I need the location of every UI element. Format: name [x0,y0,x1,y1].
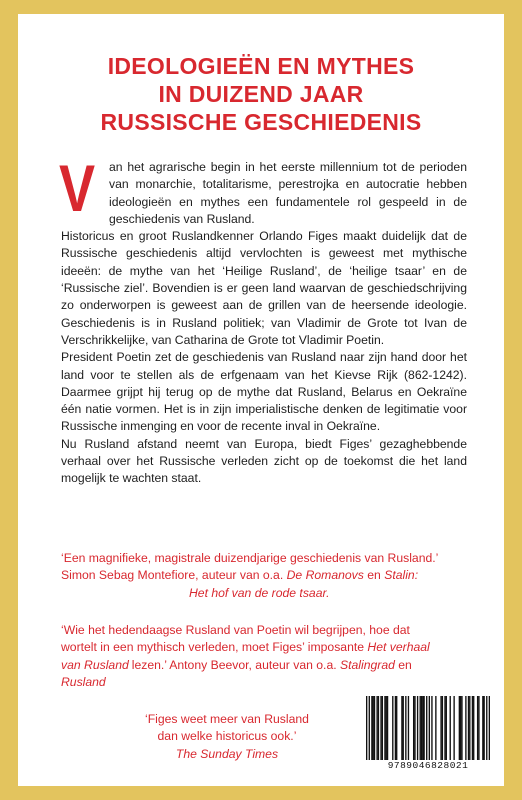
barcode-bar [392,696,393,760]
barcode-bar [478,696,479,760]
quote-fragment: wortelt in een mythisch verleden, moet Figes’ imposante [61,640,365,655]
barcode-bar [413,696,414,760]
work-title: van Rusland [61,657,129,672]
barcode-bar [405,696,406,760]
barcode-bar [414,696,415,760]
barcode-bar [460,696,461,760]
barcode-bar [483,696,484,760]
barcode-bar [469,696,470,760]
blurb-paragraph-1 [59,151,467,228]
barcode-bar [417,696,418,760]
quote-text: ‘Een magnifieke, magistrale duizendjarige geschiedenis van Rusland.’ [61,551,439,565]
quote-line: dan welke historicus ook.’ [157,729,297,744]
quote-attribution [61,567,438,584]
barcode-bar [486,696,487,760]
work-title: Stalingrad [340,657,395,672]
headline-line-3: RUSSISCHE GESCHIEDENIS [100,109,422,135]
quote-attribution-cont [61,585,438,602]
barcode-bar [482,696,483,760]
barcode-bar [403,696,404,760]
barcode-bar [369,696,370,760]
barcode-bar [489,696,490,760]
barcode-bar [431,696,432,760]
attribution-author: Simon Sebag Montefiore, auteur van o.a. [61,568,284,583]
barcode-bar [386,696,387,760]
isbn-barcode [366,696,490,776]
headline-line-1: IDEOLOGIEËN EN MYTHES [107,53,415,79]
work-title: Het verhaal [367,640,430,655]
review-quote-montefiore [61,550,438,602]
barcode-bar [472,696,473,760]
quote-source [145,746,309,763]
publication-title: The Sunday Times [175,746,279,761]
barcode-bar [380,696,381,760]
quote-fragment: lezen.’ Antony Beevor, auteur van o.a. [131,657,337,672]
barcode-bar [465,696,466,760]
barcode-bar [408,696,409,760]
barcode-bar [450,696,451,760]
blurb-paragraph-2: Historicus en groot Ruslandkenner Orlando Figes maakt duidelijk dat de Russische geschiedenis altijd vervlochten is geweest met mythische ideeën: de mythe van het ‘Heilige Rusland’, de ‘heilige tsaar’ en de ‘Russische ziel’. Bovendien is er geen land waarvan de geschiedschrijving zo onderworpen is geweest aan de grillen van de heersende ideologie. Geschiedenis is in Rusland politiek; van Vladimir de Grote tot Ivan de Verschrikkelijke, van Catharina de Grote tot Vladimir Poetin. [61,229,467,347]
review-quote-sunday-times [145,711,309,763]
barcode-bar [396,696,397,760]
barcode-bar [459,696,460,760]
drop-cap: V [59,151,96,225]
work-title: Stalin: [384,568,419,583]
quote-line [61,657,430,674]
barcode-bar [373,696,374,760]
barcode-bars [366,696,490,762]
barcode-bar [429,696,430,760]
barcode-bar [395,696,396,760]
barcode-bar [374,696,375,760]
work-title: Rusland [61,674,106,689]
blurb-paragraph-3: President Poetin zet de geschiedenis van Rusland naar zijn hand door het land voor te stellen als de erfgenaam van het Kievse Rijk (862-1242). Daarmee grijpt hij terug op de mythe dat Rusland, Belarus en Oekraïne één natie vormen. Het is in zijn imperialistische denken de legitimatie voor Russische inmenging en voor de recente inval in Oekraïne. [61,350,467,434]
barcode-bar [371,696,372,760]
barcode-bar [473,696,474,760]
barcode-bar [420,696,421,760]
quote-fragment: en [398,657,412,672]
barcode-bar [422,696,423,760]
barcode-bar [384,696,385,760]
barcode-bar [421,696,422,760]
barcode-bar [387,696,388,760]
blurb-paragraph-1-text: an het agrarische begin in het eerste millennium tot de perioden van monarchie, totalitarisme, perestrojka en autocratie hebben ideologieën en mythes een fundamentele rol gespeeld in de geschiedenis van Rusland. [109,160,467,226]
quote-line [61,639,430,656]
barcode-bar [426,696,427,760]
barcode-bar [468,696,469,760]
barcode-bar [461,696,462,760]
barcode-bar [440,696,441,760]
barcode-bar [453,696,454,760]
blurb-body [59,151,467,488]
headline-line-2: IN DUIZEND JAAR [158,81,364,107]
barcode-bar [378,696,379,760]
barcode-bar [442,696,443,760]
blurb-paragraph-4: Nu Rusland afstand neemt van Europa, biedt Figes’ gezaghebbende verhaal over het Russische verleden zicht op de toekomst die het land mogelijk te wachten staat. [61,436,467,486]
barcode-bar [376,696,377,760]
attribution-join: en [367,568,381,583]
review-quote-beevor [61,622,430,691]
barcode-digits: 9789046828021 [387,760,469,771]
barcode-bar [401,696,402,760]
quote-line: ‘Figes weet meer van Rusland [145,712,309,726]
headline [18,52,504,136]
barcode-bar [444,696,445,760]
barcode-bar [435,696,436,760]
barcode-bar [423,696,424,760]
barcode-bar [382,696,383,760]
work-title: De Romanovs [286,568,364,583]
barcode-bar [366,696,367,760]
back-cover [18,14,504,786]
quote-line [61,674,430,691]
barcode-bar [446,696,447,760]
barcode-bar [477,696,478,760]
quote-line: ‘Wie het hedendaagse Rusland van Poetin wil begrijpen, hoe dat [61,623,410,637]
work-title: Het hof van de rode tsaar. [189,585,330,600]
